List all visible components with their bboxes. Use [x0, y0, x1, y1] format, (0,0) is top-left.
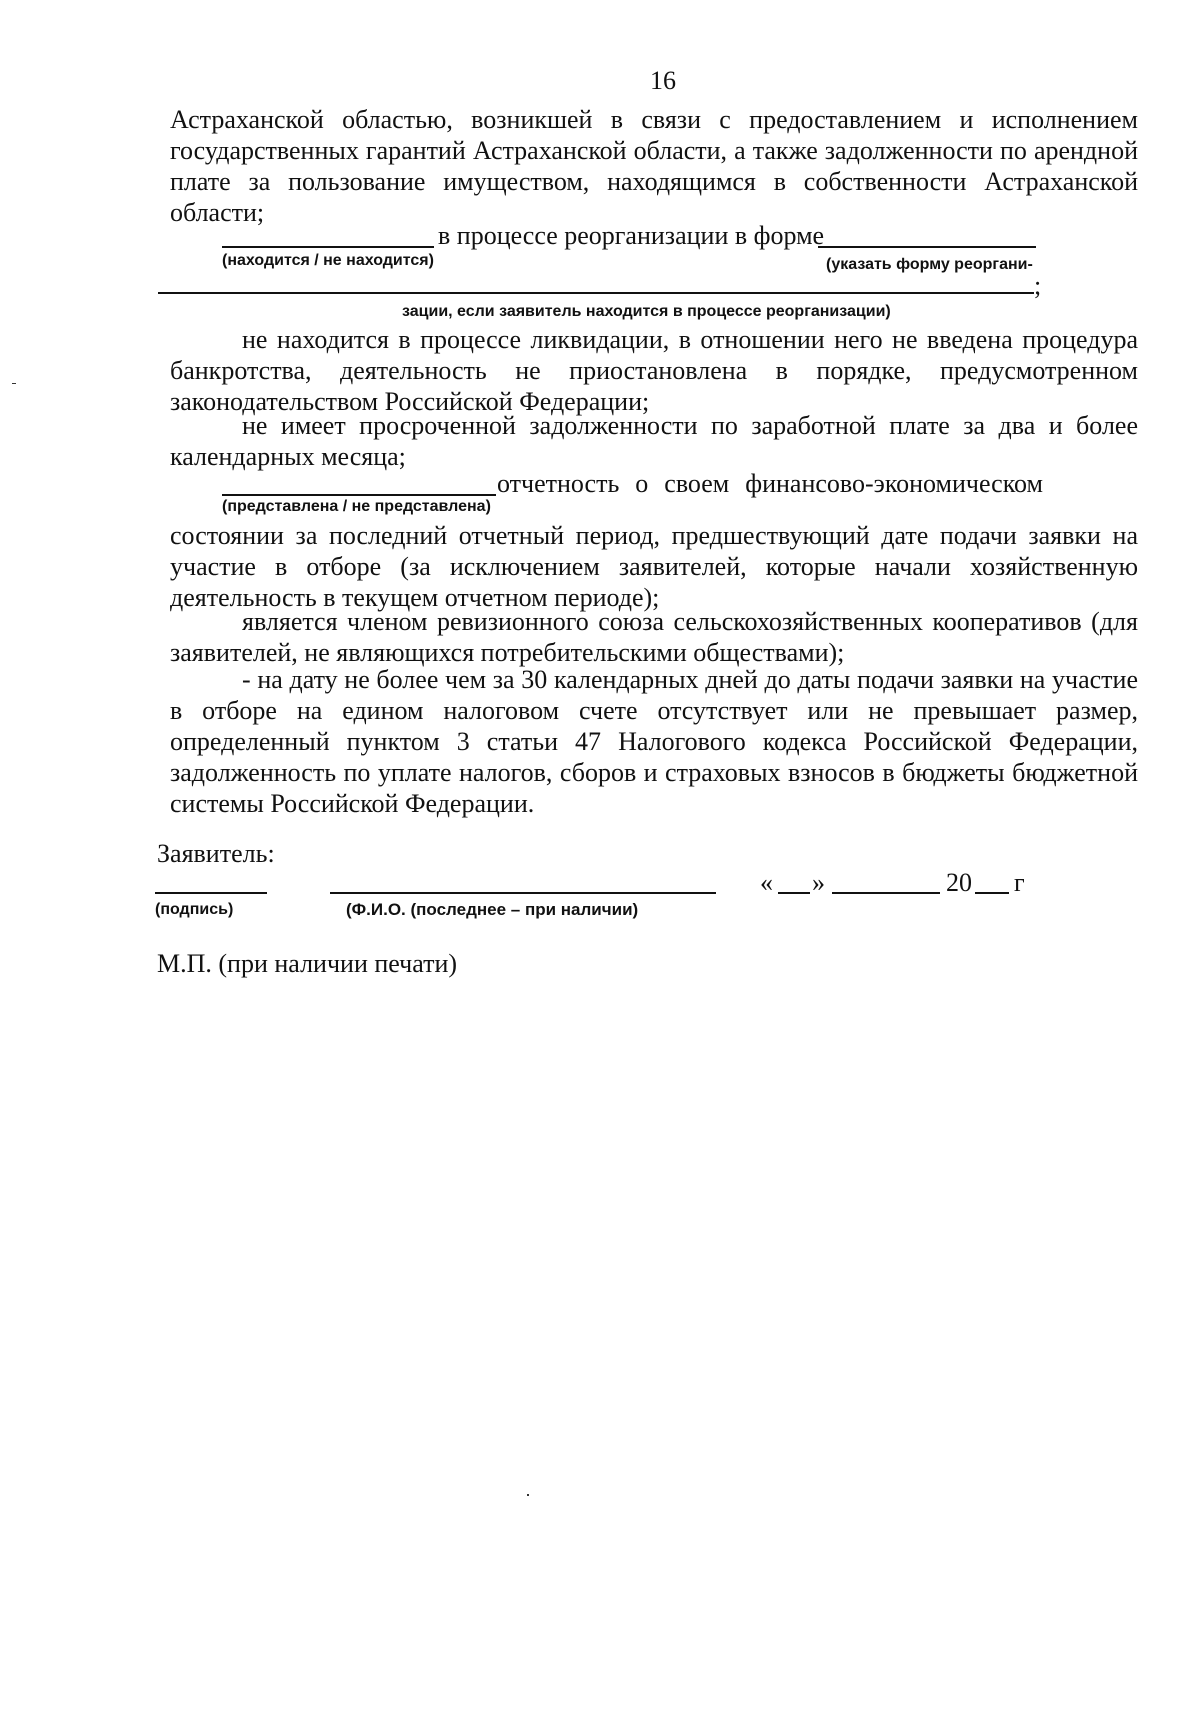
- stamp-note: М.П. (при наличии печати): [157, 949, 458, 978]
- blank-date-year: [975, 892, 1009, 894]
- full-name-hint: (Ф.И.О. (последнее – при наличии): [346, 900, 639, 919]
- blank-reorg-form: [818, 246, 1036, 248]
- date-quote-close: »: [812, 868, 825, 897]
- date-year-prefix: 20: [946, 868, 972, 897]
- paragraph-revision-union: является членом ревизионного союза сельскохозяйственных кооперативов (для заявителей, не являющихся потребительскими обществами);: [170, 607, 1138, 667]
- date-quote-open: «: [760, 868, 773, 897]
- blank-reorg-form-line2: [158, 292, 1034, 294]
- blank-date-day: [778, 892, 810, 894]
- reorg-text: в процессе реорганизации в форме: [438, 221, 825, 250]
- scan-speck: [527, 1494, 529, 1496]
- paragraph-salary: не имеет просроченной задолженности по заработной плате за два и более календарных месяца;: [170, 411, 1138, 471]
- blank-report-status: [222, 494, 496, 496]
- reorg-end-mark: ;: [1034, 271, 1042, 300]
- paragraph-report-continuation: состоянии за последний отчетный период, предшествующий дате подачи заявки на участие в отборе (за исключением заявителей, которые начали хозяйственную деятельность в текущем отчетном периоде);: [170, 521, 1138, 612]
- scan-speck: [12, 383, 16, 384]
- blank-signature: [155, 892, 267, 894]
- signature-hint: (подпись): [155, 901, 234, 918]
- blank-date-month: [832, 892, 940, 894]
- reorg-status-hint: (находится / не находится): [222, 252, 434, 269]
- paragraph-liquidation: не находится в процессе ликвидации, в отношении него не введена процедура банкротства, деятельность не приостановлена в порядке, предусмотренном законодательством Российской Федерации;: [170, 325, 1138, 416]
- report-text: отчетность о своем финансово-экономическом: [497, 469, 1043, 498]
- blank-full-name: [330, 892, 716, 894]
- report-status-hint: (представлена / не представлена): [222, 498, 491, 515]
- reorg-form-hint-1: (указать форму реоргани-: [826, 256, 1033, 273]
- paragraph-tax-debt: - на дату не более чем за 30 календарных дней до даты подачи заявки на участие в отборе на едином налоговом счете отсутствует или не превышает размер, определенный пунктом 3 статьи 47 Налогового кодекса Российской Федерации, задолженность по уплате налогов, сборов и страховых взносов в бюджеты бюджетной системы Российской Федерации.: [170, 665, 1138, 818]
- page-number: 16: [650, 66, 676, 95]
- date-year-suffix: г: [1014, 868, 1025, 897]
- applicant-label: Заявитель:: [157, 839, 275, 868]
- reorg-form-hint-2: зации, если заявитель находится в процессе реорганизации): [402, 303, 891, 320]
- blank-reorg-status: [222, 246, 434, 248]
- paragraph-property-debt: Астраханской областью, возникшей в связи с предоставлением и исполнением государственных гарантий Астраханской области, а также задолженности по арендной плате за пользование имуществом, находящимся в собственности Астраханской области;: [170, 105, 1138, 227]
